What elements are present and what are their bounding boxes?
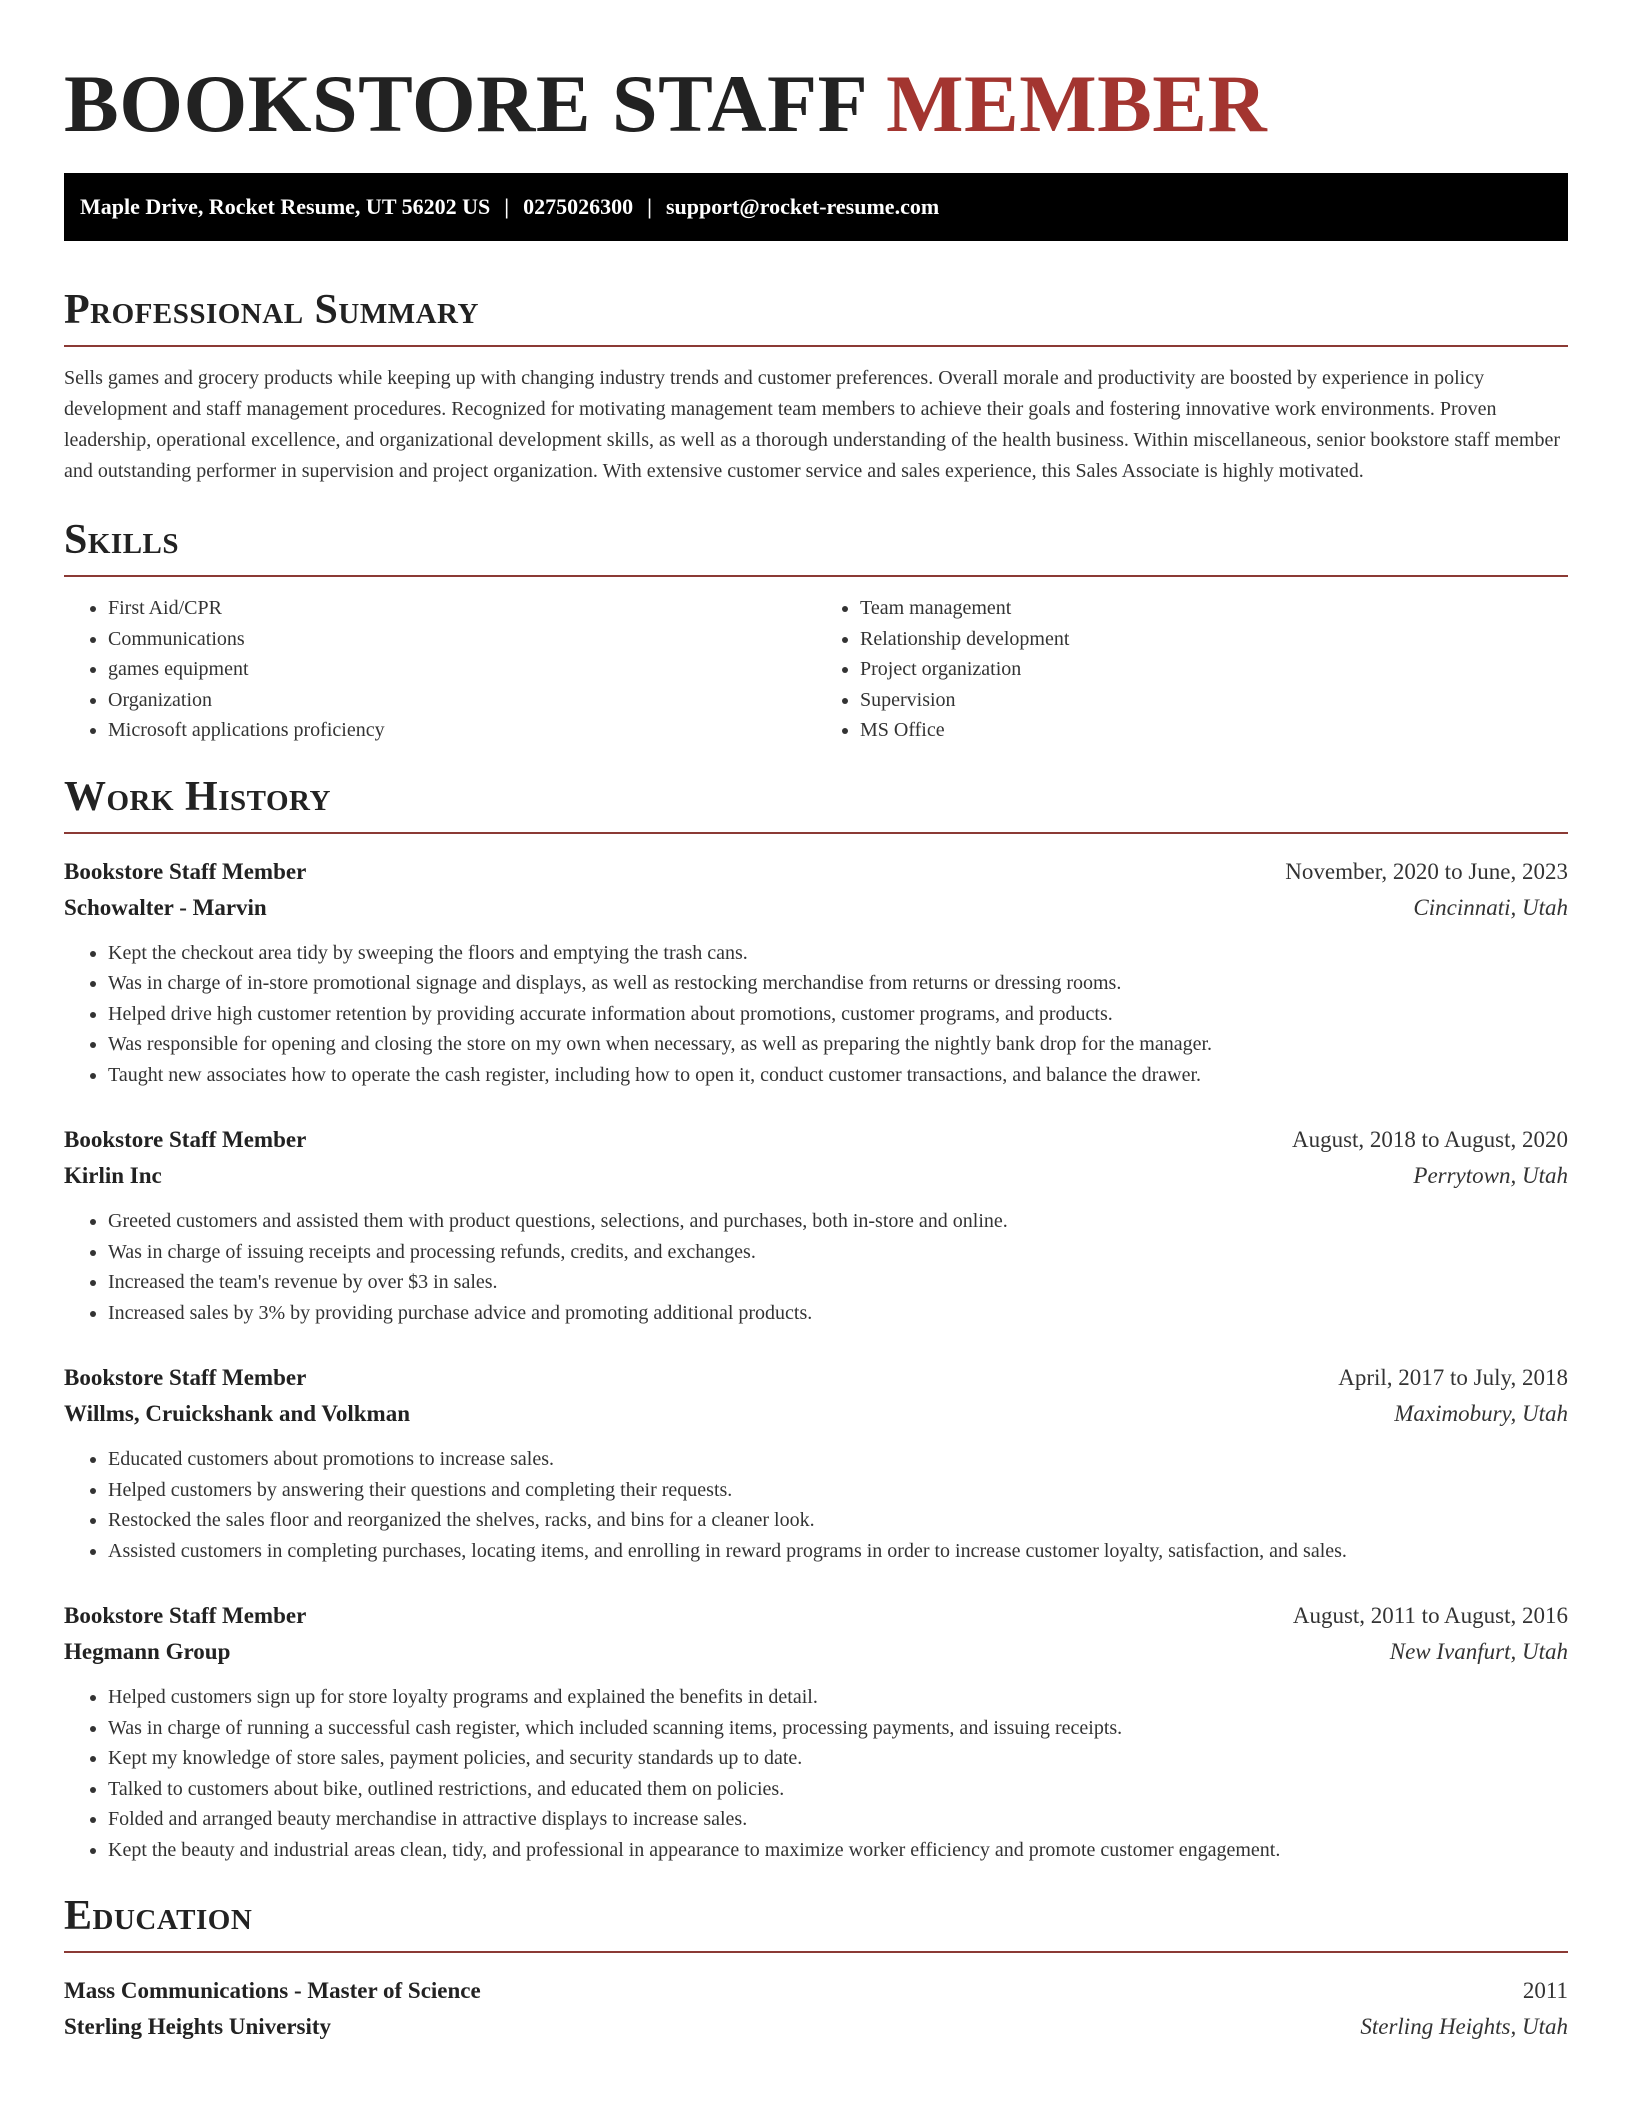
job-bullet: • Helped customers sign up for store loyalty programs and explained the benefits in detail.: [108, 1682, 1568, 1713]
work-history-section: [64, 772, 1568, 1866]
name-accent: MEMBER: [886, 58, 1268, 149]
skill-item: • Supervision: [860, 685, 1568, 716]
education-heading: Education: [64, 1893, 253, 1939]
job-bullets: [64, 1444, 1568, 1566]
job-dates: August, 2011 to August, 2016: [1292, 1603, 1568, 1628]
job-company: Willms, Cruickshank and Volkman: [64, 1401, 410, 1426]
skills-grid: [64, 593, 1568, 746]
contact-address: Maple Drive, Rocket Resume, UT 56202 US: [80, 194, 491, 219]
job-bullet: • Restocked the sales floor and reorganized the shelves, racks, and bins for a cleaner look.: [108, 1505, 1568, 1536]
skill-item: • Relationship development: [860, 624, 1568, 655]
skill-item: • Team management: [860, 593, 1568, 624]
job-bullet: • Educated customers about promotions to increase sales.: [108, 1444, 1568, 1475]
job-dates: November, 2020 to June, 2023: [1285, 858, 1568, 884]
summary-section: [64, 285, 1568, 487]
contact-phone: 0275026300: [523, 194, 634, 219]
job-location: Cincinnati, Utah: [1413, 894, 1568, 920]
summary-text: Sells games and grocery products while keeping up with changing industry trends and customer preferences. Overall morale and productivity are boosted by experience in policy development and staff management procedures. Recognized for motivating management team members to achieve their goals and fostering innovative work environments. Proven leadership, operational excellence, and organizational development skills, as well as a thorough understanding of the health business. Within miscellaneous, senior bookstore staff member and outstanding performer in supervision and project organization. With extensive customer service and sales experience, this Sales Associate is highly motivated.: [64, 367, 1561, 482]
job-bullet: • Helped customers by answering their questions and completing their requests.: [108, 1475, 1568, 1506]
skill-item: • MS Office: [860, 715, 1568, 746]
skills-column-right: [816, 593, 1568, 746]
job-title: Bookstore Staff Member: [64, 1127, 307, 1152]
education-entry: [64, 1973, 1568, 2045]
job-dates: August, 2018 to August, 2020: [1291, 1127, 1568, 1152]
contact-separator: |: [647, 194, 652, 219]
education-section: [64, 1891, 1568, 2045]
contact-email: support@rocket-resume.com: [665, 194, 940, 219]
job-bullet: • Taught new associates how to operate the cash register, including how to open it, conduct customer transactions, and balance the drawer.: [108, 1060, 1568, 1091]
section-divider: [64, 345, 1568, 347]
education-degree: Mass Communications - Master of Science: [64, 1978, 481, 2003]
job-entry: [64, 1360, 1568, 1566]
section-divider: [64, 575, 1568, 577]
job-bullet: • Assisted customers in completing purchases, locating items, and enrolling in reward programs in order to increase customer loyalty, satisfaction, and sales.: [108, 1536, 1568, 1567]
job-bullets: [64, 1206, 1568, 1328]
work-history-heading: Work History: [64, 773, 331, 820]
resume-name: [64, 0, 1568, 150]
contact-separator: |: [504, 194, 510, 219]
skills-column-left: [64, 593, 816, 746]
job-bullet: • Kept the beauty and industrial areas clean, tidy, and professional in appearance to maximize worker efficiency and promote customer engagement.: [108, 1835, 1568, 1866]
skill-item: • Microsoft applications proficiency: [108, 715, 816, 746]
job-entry: [64, 1122, 1568, 1328]
name-primary: BOOKSTORE STAFF: [64, 58, 866, 149]
skill-item: • Communications: [108, 624, 816, 655]
job-location: Perrytown, Utah: [1413, 1163, 1568, 1188]
skill-item: • Organization: [108, 685, 816, 716]
job-bullet: • Folded and arranged beauty merchandise in attractive displays to increase sales.: [108, 1804, 1568, 1835]
job-title: Bookstore Staff Member: [64, 858, 307, 884]
education-year: 2011: [1522, 1978, 1568, 2003]
job-company: Hegmann Group: [64, 1639, 231, 1664]
job-title: Bookstore Staff Member: [64, 1365, 307, 1390]
skills-section: [64, 515, 1568, 746]
job-bullets: [64, 938, 1568, 1091]
job-bullet: • Was in charge of issuing receipts and processing refunds, credits, and exchanges.: [108, 1237, 1568, 1268]
job-bullet: • Was in charge of in-store promotional signage and displays, as well as restocking merchandise from returns or dressing rooms.: [108, 968, 1568, 999]
summary-heading: Professional Summary: [64, 287, 479, 333]
job-dates: April, 2017 to July, 2018: [1338, 1365, 1568, 1390]
job-bullet: • Increased the team's revenue by over $3 in sales.: [108, 1267, 1568, 1298]
job-bullet: • Kept the checkout area tidy by sweeping the floors and emptying the trash cans.: [108, 938, 1568, 969]
section-divider: [64, 832, 1568, 834]
education-location: Sterling Heights, Utah: [1360, 2014, 1568, 2039]
job-location: New Ivanfurt, Utah: [1389, 1639, 1568, 1664]
job-bullet: • Was in charge of running a successful cash register, which included scanning items, processing payments, and issuing receipts.: [108, 1713, 1568, 1744]
job-bullet: • Was responsible for opening and closing the store on my own when necessary, as well as preparing the nightly bank drop for the manager.: [108, 1029, 1568, 1060]
job-company: Schowalter - Marvin: [64, 894, 267, 920]
job-bullets: [64, 1682, 1568, 1865]
job-bullet: • Kept my knowledge of store sales, payment policies, and security standards up to date.: [108, 1743, 1568, 1774]
job-bullet: • Talked to customers about bike, outlined restrictions, and educated them on policies.: [108, 1774, 1568, 1805]
job-bullet: • Greeted customers and assisted them with product questions, selections, and purchases, both in-store and online.: [108, 1206, 1568, 1237]
job-bullet: • Increased sales by 3% by providing purchase advice and promoting additional products.: [108, 1298, 1568, 1329]
job-location: Maximobury, Utah: [1394, 1401, 1568, 1426]
job-entry: [64, 1598, 1568, 1865]
section-divider: [64, 1951, 1568, 1953]
job-title: Bookstore Staff Member: [64, 1603, 307, 1628]
job-bullet: • Helped drive high customer retention by providing accurate information about promotions, customer programs, and products.: [108, 999, 1568, 1030]
skill-item: • Project organization: [860, 654, 1568, 685]
contact-bar: [64, 173, 1568, 241]
job-company: Kirlin Inc: [64, 1163, 162, 1188]
skill-item: • games equipment: [108, 654, 816, 685]
job-entry: [64, 854, 1568, 1091]
skill-item: • First Aid/CPR: [108, 593, 816, 624]
skills-heading: Skills: [64, 517, 180, 563]
education-school: Sterling Heights University: [64, 2014, 332, 2039]
